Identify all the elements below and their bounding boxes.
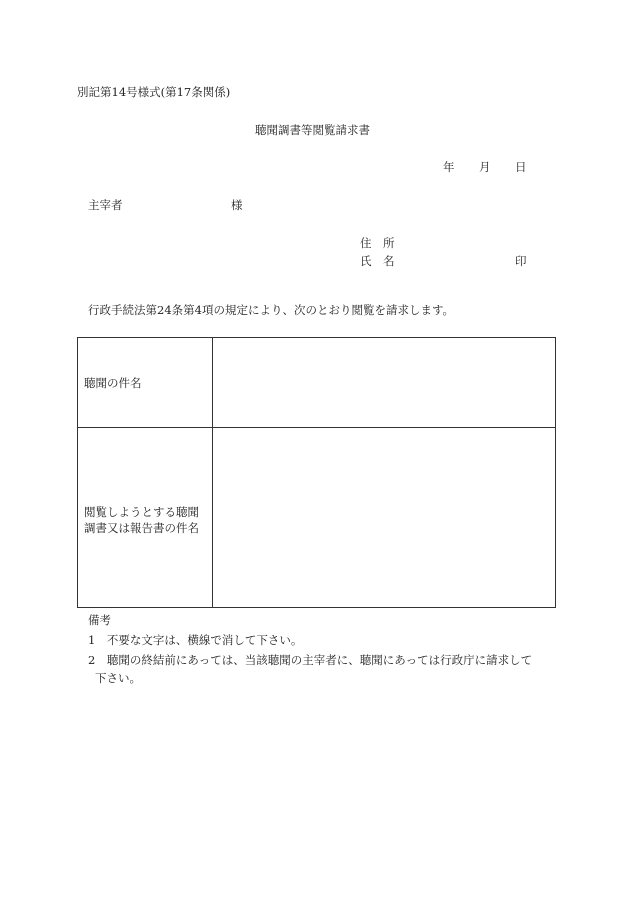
request-table: [77, 337, 556, 608]
date-day-label: 日: [515, 160, 527, 174]
record-subject-label-line1: 閲覧しようとする聴聞: [84, 505, 199, 519]
record-subject-field[interactable]: [213, 428, 555, 607]
seal-mark: 印: [515, 254, 527, 268]
addressee-honorific: 様: [231, 198, 243, 212]
hearing-subject-field[interactable]: [213, 338, 555, 427]
note-item-continuation: 下さい。: [95, 671, 141, 685]
hearing-subject-label: 聴聞の件名: [84, 376, 142, 390]
notes-heading: 備考: [88, 613, 111, 627]
date-month-label: 月: [479, 160, 491, 174]
record-subject-label-line2: 調書又は報告書の件名: [84, 521, 199, 535]
addressee-label: 主宰者: [88, 198, 123, 212]
request-statement: 行政手続法第24条第4項の規定により、次のとおり閲覧を請求します。: [88, 303, 455, 317]
note-item: 2 聴聞の終結前にあっては、当該聴聞の主宰者に、聴聞にあっては行政庁に請求して: [88, 653, 533, 667]
name-label: 氏 名: [360, 254, 395, 268]
address-label: 住 所: [360, 236, 395, 250]
date-year-label: 年: [443, 160, 455, 174]
document-title: 聴聞調書等閲覧請求書: [255, 123, 370, 137]
note-item: 1 不要な文字は、横線で消して下さい。: [88, 633, 303, 647]
form-reference: 別記第14号様式(第17条関係): [77, 85, 231, 99]
